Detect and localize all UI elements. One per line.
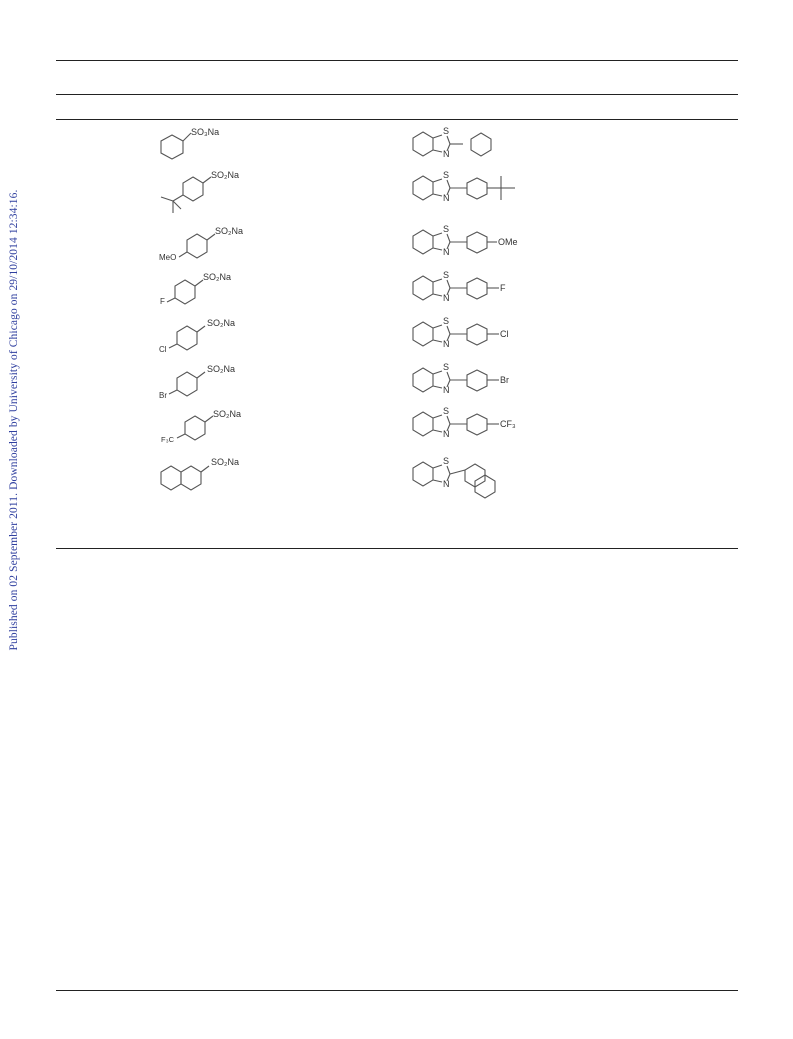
- sulfur-label: S: [443, 224, 450, 234]
- sulfonyl-label: SO₂Na: [203, 272, 232, 282]
- product-2-naphthylbenzothiazole: [405, 452, 555, 502]
- product-2-tbutylphenylbenzothiazole: [405, 166, 555, 206]
- substituent-label: Br: [500, 375, 509, 385]
- header-rule: [56, 94, 738, 95]
- substituent-label: F: [500, 283, 506, 293]
- product-2-phenylbenzothiazole: [405, 122, 555, 162]
- substituent-label: Br: [159, 391, 167, 400]
- top-rule: [56, 60, 738, 61]
- substituent-label: Cl: [159, 345, 167, 354]
- sulfur-label: S: [443, 316, 450, 326]
- header-bottom-rule: [56, 119, 738, 120]
- reagent-benzenesulfinate: [155, 122, 235, 162]
- reagent-tbutyl-benzenesulfinate: [155, 165, 255, 220]
- reagent-bromo-benzenesulfinate: [155, 360, 245, 405]
- table-bottom-rule: [56, 548, 738, 549]
- sulfur-label: S: [443, 170, 450, 180]
- publication-note: Published on 02 September 2011. Downloaded by University of Chicago on 29/10/2014 12:34:16.: [8, 189, 20, 651]
- sulfonyl-label: SO₂Na: [211, 457, 240, 467]
- sulfur-label: S: [443, 270, 450, 280]
- sulfur-label: S: [443, 456, 450, 466]
- nitrogen-label: N: [443, 193, 450, 203]
- reagent-naphthalenesulfinate: [155, 452, 255, 497]
- reagent-trifluoromethyl-benzenesulfinate: [155, 404, 255, 449]
- sulfonyl-label: SO₃Na: [191, 127, 220, 137]
- sulfur-label: S: [443, 406, 450, 416]
- footer-rule: [56, 990, 738, 991]
- nitrogen-label: N: [443, 149, 450, 159]
- product-2-fluorophenylbenzothiazole: [405, 266, 555, 306]
- sulfonyl-label: SO₂Na: [211, 170, 240, 180]
- sulfur-label: S: [443, 126, 450, 136]
- substituent-label: F₃C: [161, 435, 175, 444]
- product-2-bromophenylbenzothiazole: [405, 358, 555, 398]
- nitrogen-label: N: [443, 479, 450, 489]
- product-2-methoxyphenylbenzothiazole: [405, 220, 555, 260]
- substituent-label: OMe: [498, 237, 518, 247]
- nitrogen-label: N: [443, 385, 450, 395]
- reagent-chloro-benzenesulfinate: [155, 314, 245, 359]
- substituent-label: CF₃: [500, 419, 516, 429]
- substituent-label: MeO: [159, 253, 177, 262]
- product-2-trifluoromethylphenylbenzothiazole: [405, 402, 555, 442]
- sulfonyl-label: SO₂Na: [207, 318, 236, 328]
- reagent-methoxy-benzenesulfinate: [155, 222, 255, 267]
- sulfonyl-label: SO₂Na: [215, 226, 244, 236]
- nitrogen-label: N: [443, 429, 450, 439]
- reagent-fluoro-benzenesulfinate: [155, 268, 245, 313]
- substituent-label: Cl: [500, 329, 509, 339]
- product-2-chlorophenylbenzothiazole: [405, 312, 555, 352]
- nitrogen-label: N: [443, 293, 450, 303]
- sulfonyl-label: SO₂Na: [213, 409, 242, 419]
- nitrogen-label: N: [443, 339, 450, 349]
- sulfur-label: S: [443, 362, 450, 372]
- substituent-label: F: [160, 297, 165, 306]
- nitrogen-label: N: [443, 247, 450, 257]
- sulfonyl-label: SO₂Na: [207, 364, 236, 374]
